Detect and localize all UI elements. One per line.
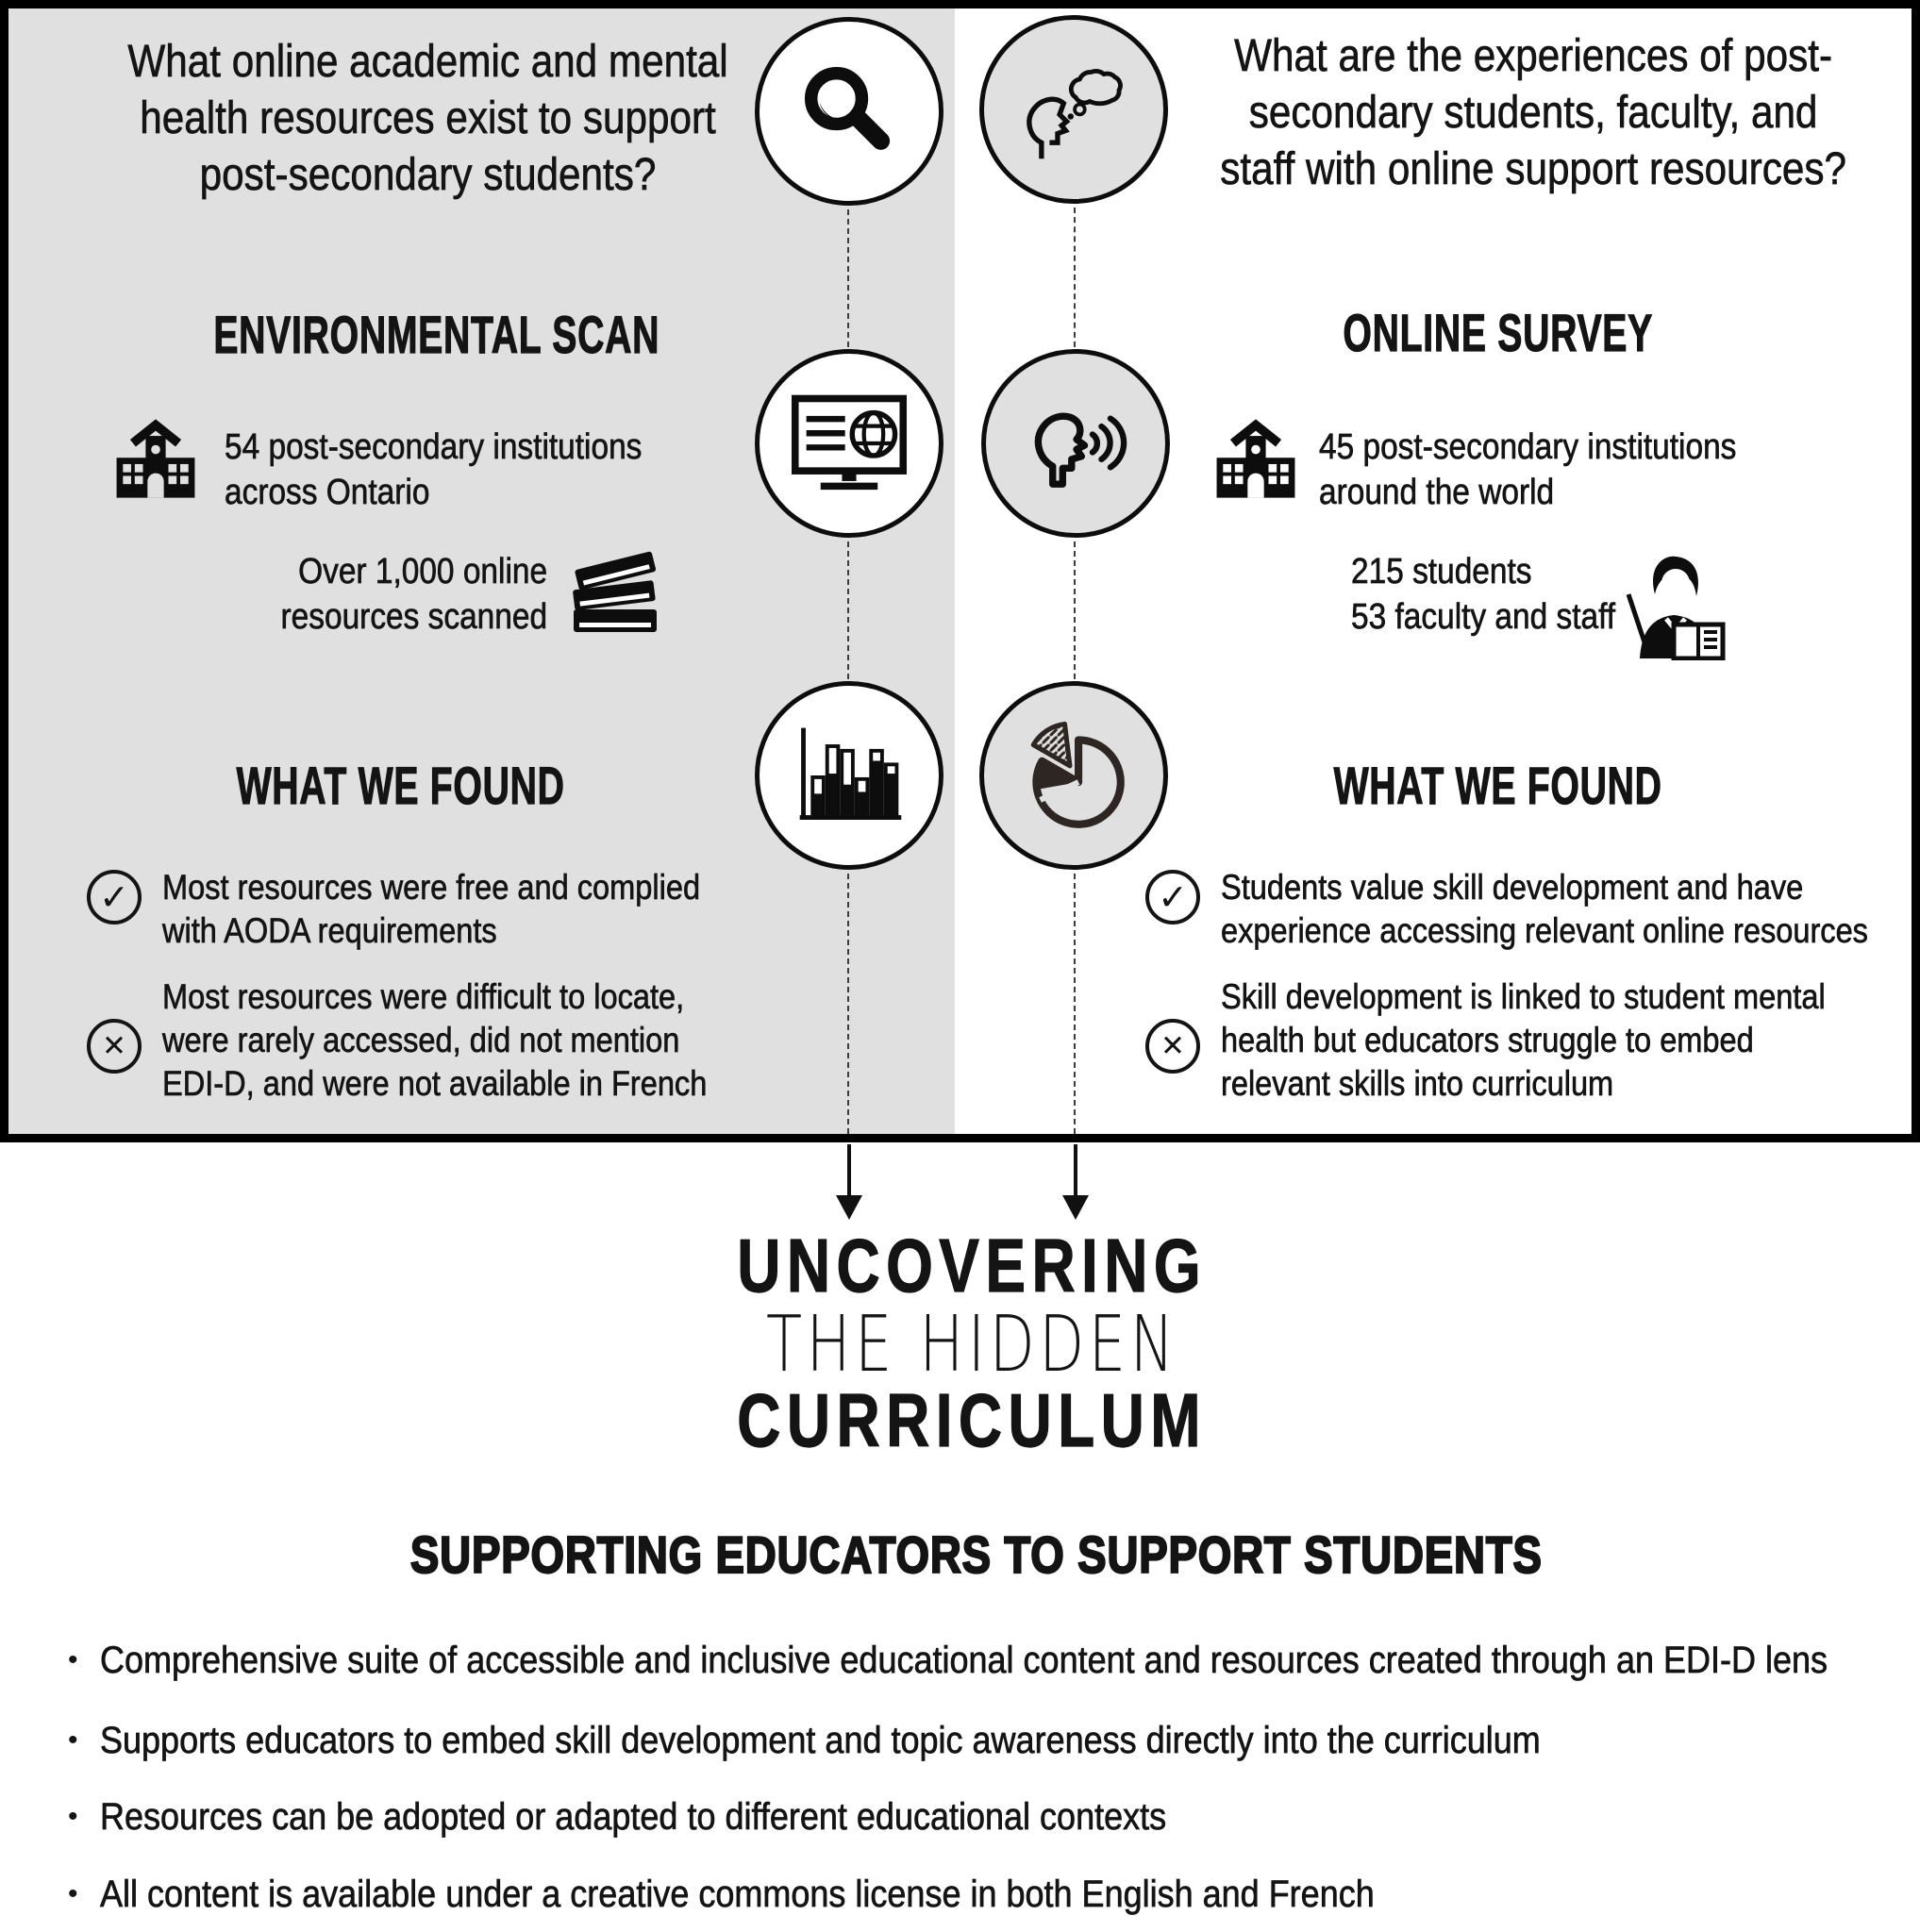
right-finding-negative [1221, 975, 1908, 1106]
x-circle-icon [1145, 1019, 1200, 1074]
found-title: WHAT WE FOUND [236, 756, 566, 815]
bullet-item [68, 1792, 1285, 1841]
left-stat-resources [217, 549, 547, 640]
connector-dashed [847, 541, 849, 679]
stat-line: 54 post-secondary institutions [225, 427, 643, 467]
stat-line: 53 faculty and staff [1351, 597, 1616, 637]
question-line: health resources exist to support [140, 93, 716, 143]
title-text: THE HIDDEN [765, 1300, 1178, 1390]
speaking-head-icon [1021, 389, 1130, 498]
connector-dashed [847, 209, 849, 347]
stat-line: 215 students [1351, 552, 1532, 591]
connector-dashed [1074, 541, 1076, 679]
finding-line: Most resources were difficult to locate, [162, 977, 685, 1016]
x-glyph: ✕ [102, 1029, 126, 1062]
connector-dashed [847, 874, 849, 1134]
right-stat-institutions [1319, 425, 1794, 515]
project-title-line-3 [24, 1377, 1920, 1464]
title-text: CURRICULUM [737, 1378, 1207, 1462]
right-found-heading [1215, 755, 1781, 816]
stat-line: resources scanned [280, 597, 547, 637]
environmental-scan-node [755, 349, 943, 538]
project-title-line-2 [24, 1300, 1920, 1390]
bullet-text: All content is available under a creative commons license in both English and French [100, 1874, 1375, 1915]
survey-results-node [979, 681, 1168, 870]
x-circle-icon [87, 1019, 142, 1074]
finding-line: Most resources were free and complied [162, 868, 701, 907]
finding-line: EDI-D, and were not available in French [162, 1064, 708, 1103]
finding-line: health but educators struggle to embed [1221, 1021, 1754, 1059]
down-arrow-icon [1074, 1144, 1077, 1197]
question-line: post-secondary students? [199, 150, 657, 200]
book-stack-icon [566, 541, 664, 640]
stat-line: Over 1,000 online [298, 552, 547, 591]
pie-chart-icon [1011, 713, 1136, 838]
bullet-item [68, 1716, 1700, 1765]
thought-node [979, 15, 1168, 204]
left-research-question [87, 34, 747, 204]
scan-results-node [755, 681, 943, 870]
bar-chart-icon [790, 720, 909, 831]
check-glyph: ✓ [99, 877, 129, 918]
stat-line: 45 post-secondary institutions [1319, 427, 1737, 467]
finding-line: relevant skills into curriculum [1221, 1064, 1614, 1103]
online-survey-heading [1215, 302, 1781, 363]
magnifier-icon [796, 58, 902, 164]
school-building-icon [106, 419, 206, 508]
found-title: WHAT WE FOUND [1333, 756, 1663, 815]
title-text: UNCOVERING [737, 1224, 1207, 1307]
bullet-item [68, 1636, 1920, 1685]
question-line: staff with online support resources? [1220, 144, 1846, 194]
environmental-scan-heading [118, 304, 684, 365]
stat-line: around the world [1319, 473, 1555, 512]
down-arrow-icon [847, 1144, 851, 1197]
left-finding-negative [162, 975, 781, 1106]
check-glyph: ✓ [1158, 877, 1188, 918]
online-survey-node [981, 349, 1170, 538]
finding-line: Students value skill development and have [1221, 868, 1804, 907]
school-building-icon [1206, 419, 1306, 508]
section-title: ONLINE SURVEY [1343, 303, 1654, 362]
bullet-text: Comprehensive suite of accessible and inclusive educational content and resources created through an EDI-D lens [100, 1640, 1828, 1681]
left-stat-institutions [225, 425, 699, 515]
left-found-heading [118, 755, 684, 816]
bullet-item [68, 1870, 1516, 1919]
question-line: What are the experiences of post- [1234, 31, 1832, 81]
connector-dashed [1074, 874, 1076, 1134]
subtitle-text: SUPPORTING EDUCATORS TO SUPPORT STUDENTS [410, 1525, 1543, 1584]
finding-line: were rarely accessed, did not mention [162, 1021, 680, 1059]
right-stat-participants [1351, 549, 1651, 640]
right-research-question [1146, 28, 1920, 198]
thought-bubble-icon [1013, 54, 1134, 165]
down-arrow-head [836, 1195, 862, 1220]
monitor-globe-icon [788, 392, 910, 494]
finding-line: experience accessing relevant online resources [1221, 911, 1868, 950]
finding-line: with AODA requirements [162, 911, 497, 950]
bullet-glyph: • [68, 1801, 78, 1832]
footer-subtitle [33, 1524, 1920, 1585]
question-line: What online academic and mental [127, 37, 728, 87]
finding-line: Skill development is linked to student mental [1221, 977, 1826, 1016]
teacher-icon [1615, 534, 1734, 660]
section-title: ENVIRONMENTAL SCAN [213, 305, 660, 364]
bullet-glyph: • [68, 1644, 78, 1675]
project-title-line-1 [24, 1223, 1920, 1309]
right-finding-positive [1221, 866, 1920, 953]
magnifier-node [755, 17, 943, 206]
bullet-text: Resources can be adopted or adapted to different educational contexts [100, 1796, 1167, 1838]
down-arrow-head [1062, 1195, 1089, 1220]
question-line: secondary students, faculty, and [1248, 88, 1818, 138]
bullet-glyph: • [68, 1724, 78, 1756]
left-finding-positive [162, 866, 774, 953]
connector-dashed [1074, 208, 1076, 347]
x-glyph: ✕ [1160, 1029, 1185, 1062]
bullet-text: Supports educators to embed skill development and topic awareness directly into the curriculum [100, 1720, 1541, 1761]
check-circle-icon [1145, 870, 1200, 924]
check-circle-icon [87, 870, 142, 924]
stat-line: across Ontario [225, 473, 430, 512]
bullet-glyph: • [68, 1878, 78, 1909]
